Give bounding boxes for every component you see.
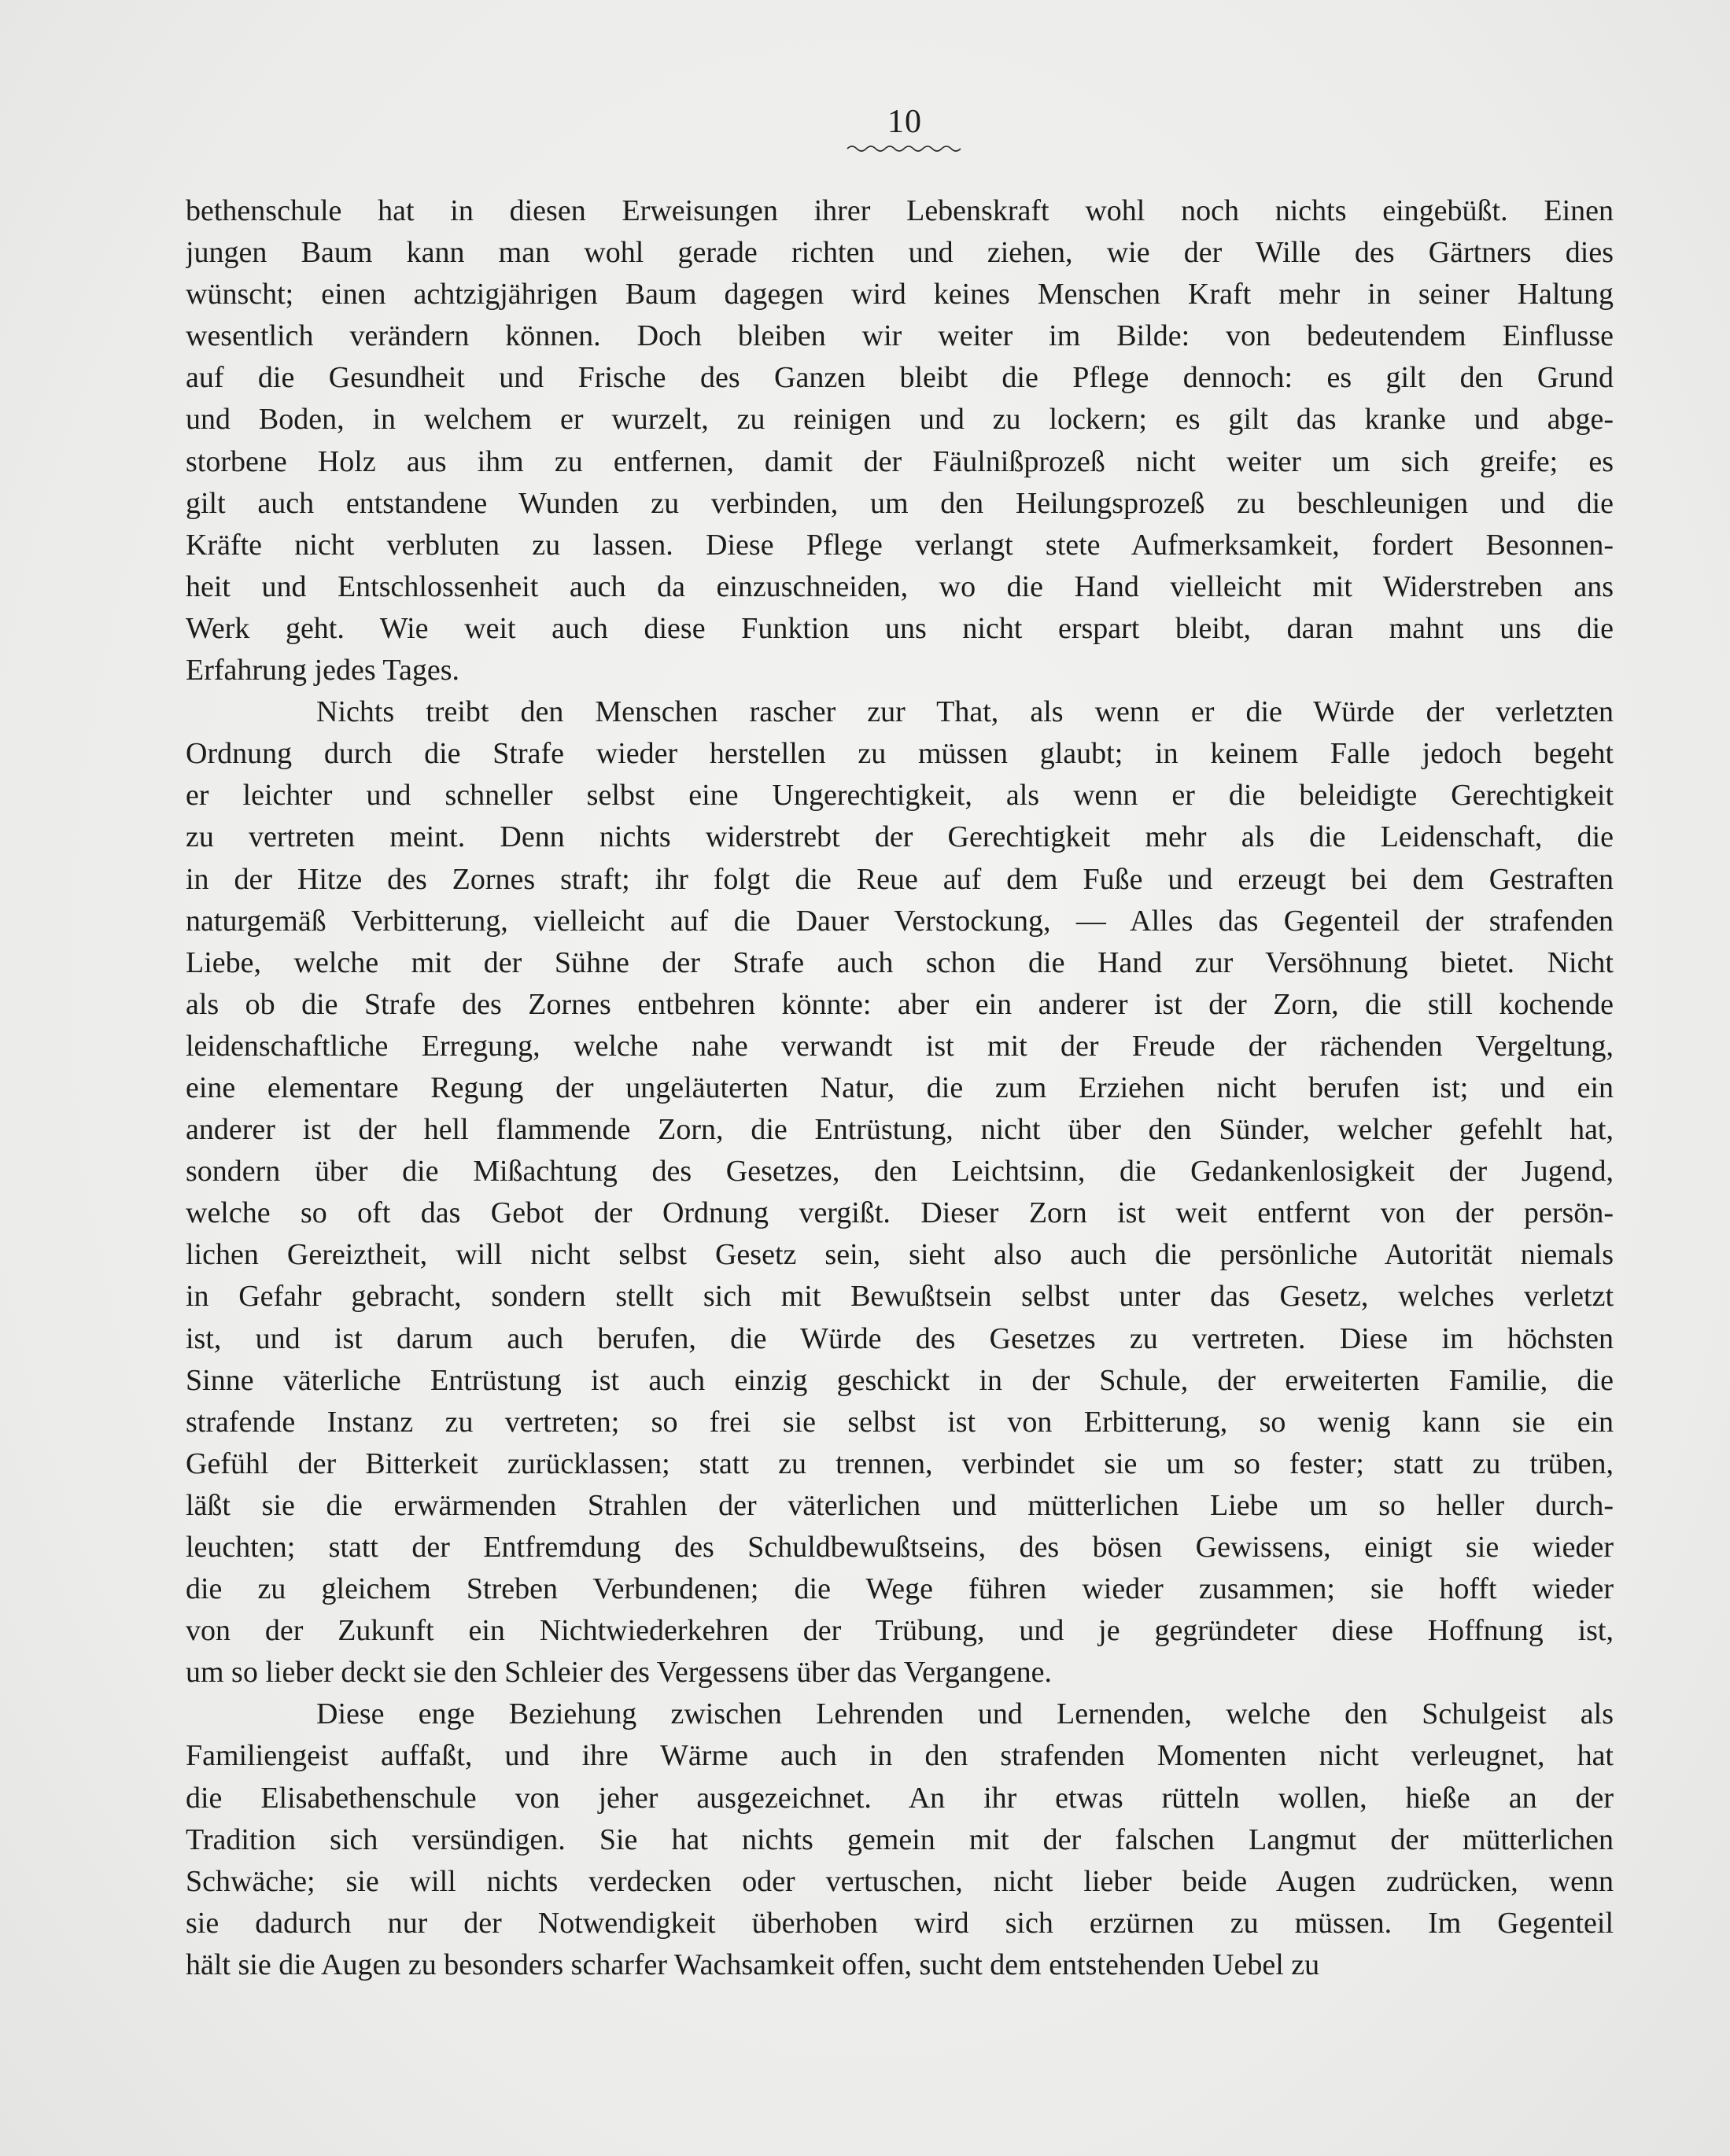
text-line: auf die Gesundheit und Frische des Ganzen bleibt die Pflege dennoch: es gilt den Grund xyxy=(186,361,1614,395)
article-text xyxy=(186,190,1614,1986)
text-line: Schwäche; sie will nichts verdecken oder vertuschen, nicht lieber beide Augen zudrücken, wenn xyxy=(186,1864,1614,1898)
text-line: er leichter und schneller selbst eine Ungerechtigkeit, als wenn er die beleidigte Gerechtigkeit xyxy=(186,779,1614,813)
text-line: bethenschule hat in diesen Erweisungen ihrer Lebenskraft wohl noch nichts eingebüßt. Einen xyxy=(186,194,1614,227)
text-line: eine elementare Regung der ungeläuterten Natur, die zum Erziehen nicht berufen ist; und ein xyxy=(186,1071,1614,1104)
text-line: heit und Entschlossenheit auch da einzuschneiden, wo die Hand vielleicht mit Widerstreben ans xyxy=(186,569,1614,603)
text-line: naturgemäß Verbitterung, vielleicht auf die Dauer Verstockung, — Alles das Gegenteil der strafenden xyxy=(186,904,1614,938)
text-line: in Gefahr gebracht, sondern stellt sich mit Bewußtsein selbst unter das Gesetz, welches verletzt xyxy=(186,1280,1614,1314)
wave-ornament xyxy=(846,142,964,153)
text-line: anderer ist der hell flammende Zorn, die Entrüstung, nicht über den Sünder, welcher gefehlt hat, xyxy=(186,1113,1614,1147)
text-line: Gefühl der Bitterkeit zurücklassen; statt zu trennen, verbindet sie um so fester; statt zu trüben, xyxy=(186,1447,1614,1480)
text-line: Familiengeist auffaßt, und ihre Wärme auch in den strafenden Momenten nicht verleugnet, hat xyxy=(186,1739,1614,1773)
text-line: strafende Instanz zu vertreten; so frei sie selbst ist von Erbitterung, so wenig kann sie ein xyxy=(186,1405,1614,1439)
text-line: gilt auch entstandene Wunden zu verbinden, um den Heilungsprozeß zu beschleunigen und die xyxy=(186,486,1614,520)
text-line: Diese enge Beziehung zwischen Lehrenden und Lernenden, welche den Schulgeist als xyxy=(316,1697,1614,1731)
text-line: jungen Baum kann man wohl gerade richten und ziehen, wie der Wille des Gärtners dies xyxy=(186,236,1614,270)
text-line: Sinne väterliche Entrüstung ist auch einzig geschickt in der Schule, der erweiterten Familie, die xyxy=(186,1363,1614,1397)
text-line: Ordnung durch die Strafe wieder herstellen zu müssen glaubt; in keinem Falle jedoch begeht xyxy=(186,737,1614,771)
text-line: in der Hitze des Zornes straft; ihr folgt die Reue auf dem Fuße und erzeugt bei dem Gestraften xyxy=(186,862,1614,896)
text-line: von der Zukunft ein Nichtwiederkehren der Trübung, und je gegründeter diese Hoffnung ist, xyxy=(186,1614,1614,1648)
text-line: wünscht; einen achtzigjährigen Baum dagegen wird keines Menschen Kraft mehr in seiner Haltung xyxy=(186,278,1614,311)
text-line: storbene Holz aus ihm zu entfernen, damit der Fäulnißprozeß nicht weiter um sich greife; es xyxy=(186,444,1614,478)
text-line: als ob die Strafe des Zornes entbehren könnte: aber ein anderer ist der Zorn, die still kochende xyxy=(186,987,1614,1021)
text-line: Tradition sich versündigen. Sie hat nichts gemein mit der falschen Langmut der mütterlichen xyxy=(186,1822,1614,1856)
paragraph xyxy=(186,1693,1614,1986)
text-line: lichen Gereiztheit, will nicht selbst Gesetz sein, sieht also auch die persönliche Autorität niemals xyxy=(186,1238,1614,1272)
text-line: sie dadurch nur der Notwendigkeit überhoben wird sich erzürnen zu müssen. Im Gegenteil xyxy=(186,1906,1614,1940)
paragraph xyxy=(186,691,1614,1693)
text-line: hält sie die Augen zu besonders scharfer Wachsamkeit offen, sucht dem entstehenden Uebel zu xyxy=(186,1948,1320,1981)
text-line: Nichts treibt den Menschen rascher zur That, als wenn er die Würde der verletzten xyxy=(316,695,1614,729)
text-line: Erfahrung jedes Tages. xyxy=(186,654,460,687)
text-line: Werk geht. Wie weit auch diese Funktion uns nicht erspart bleibt, daran mahnt uns die xyxy=(186,611,1614,645)
text-line: läßt sie die erwärmenden Strahlen der väterlichen und mütterlichen Liebe um so heller durch- xyxy=(186,1488,1614,1522)
page-header xyxy=(834,102,976,153)
text-line: sondern über die Mißachtung des Gesetzes, den Leichtsinn, die Gedankenlosigkeit der Jugend, xyxy=(186,1155,1614,1189)
text-line: leidenschaftliche Erregung, welche nahe verwandt ist mit der Freude der rächenden Vergeltung, xyxy=(186,1029,1614,1063)
text-line: wesentlich verändern können. Doch bleiben wir weiter im Bilde: von bedeutendem Einflusse xyxy=(186,319,1614,353)
text-line: Kräfte nicht verbluten zu lassen. Diese Pflege verlangt stete Aufmerksamkeit, fordert Besonnen- xyxy=(186,528,1614,562)
page-number: 10 xyxy=(887,104,922,140)
text-line: um so lieber deckt sie den Schleier des Vergessens über das Vergangene. xyxy=(186,1656,1052,1690)
text-line: ist, und ist darum auch berufen, die Würde des Gesetzes zu vertreten. Diese im höchsten xyxy=(186,1321,1614,1355)
text-line: Liebe, welche mit der Sühne der Strafe auch schon die Hand zur Versöhnung bietet. Nicht xyxy=(186,945,1614,979)
text-line: die zu gleichem Streben Verbundenen; die Wege führen wieder zusammen; sie hofft wieder xyxy=(186,1572,1614,1606)
text-line: leuchten; statt der Entfremdung des Schuldbewußtseins, des bösen Gewissens, einigt sie wieder xyxy=(186,1531,1614,1564)
text-line: die Elisabethenschule von jeher ausgezeichnet. An ihr etwas rütteln wollen, hieße an der xyxy=(186,1781,1614,1815)
text-line: zu vertreten meint. Denn nichts widerstrebt der Gerechtigkeit mehr als die Leidenschaft, die xyxy=(186,820,1614,854)
text-line: welche so oft das Gebot der Ordnung vergißt. Dieser Zorn ist weit entfernt von der persön- xyxy=(186,1196,1614,1230)
paragraph xyxy=(186,190,1614,691)
text-line: und Boden, in welchem er wurzelt, zu reinigen und zu lockern; es gilt das kranke und abge- xyxy=(186,403,1614,437)
